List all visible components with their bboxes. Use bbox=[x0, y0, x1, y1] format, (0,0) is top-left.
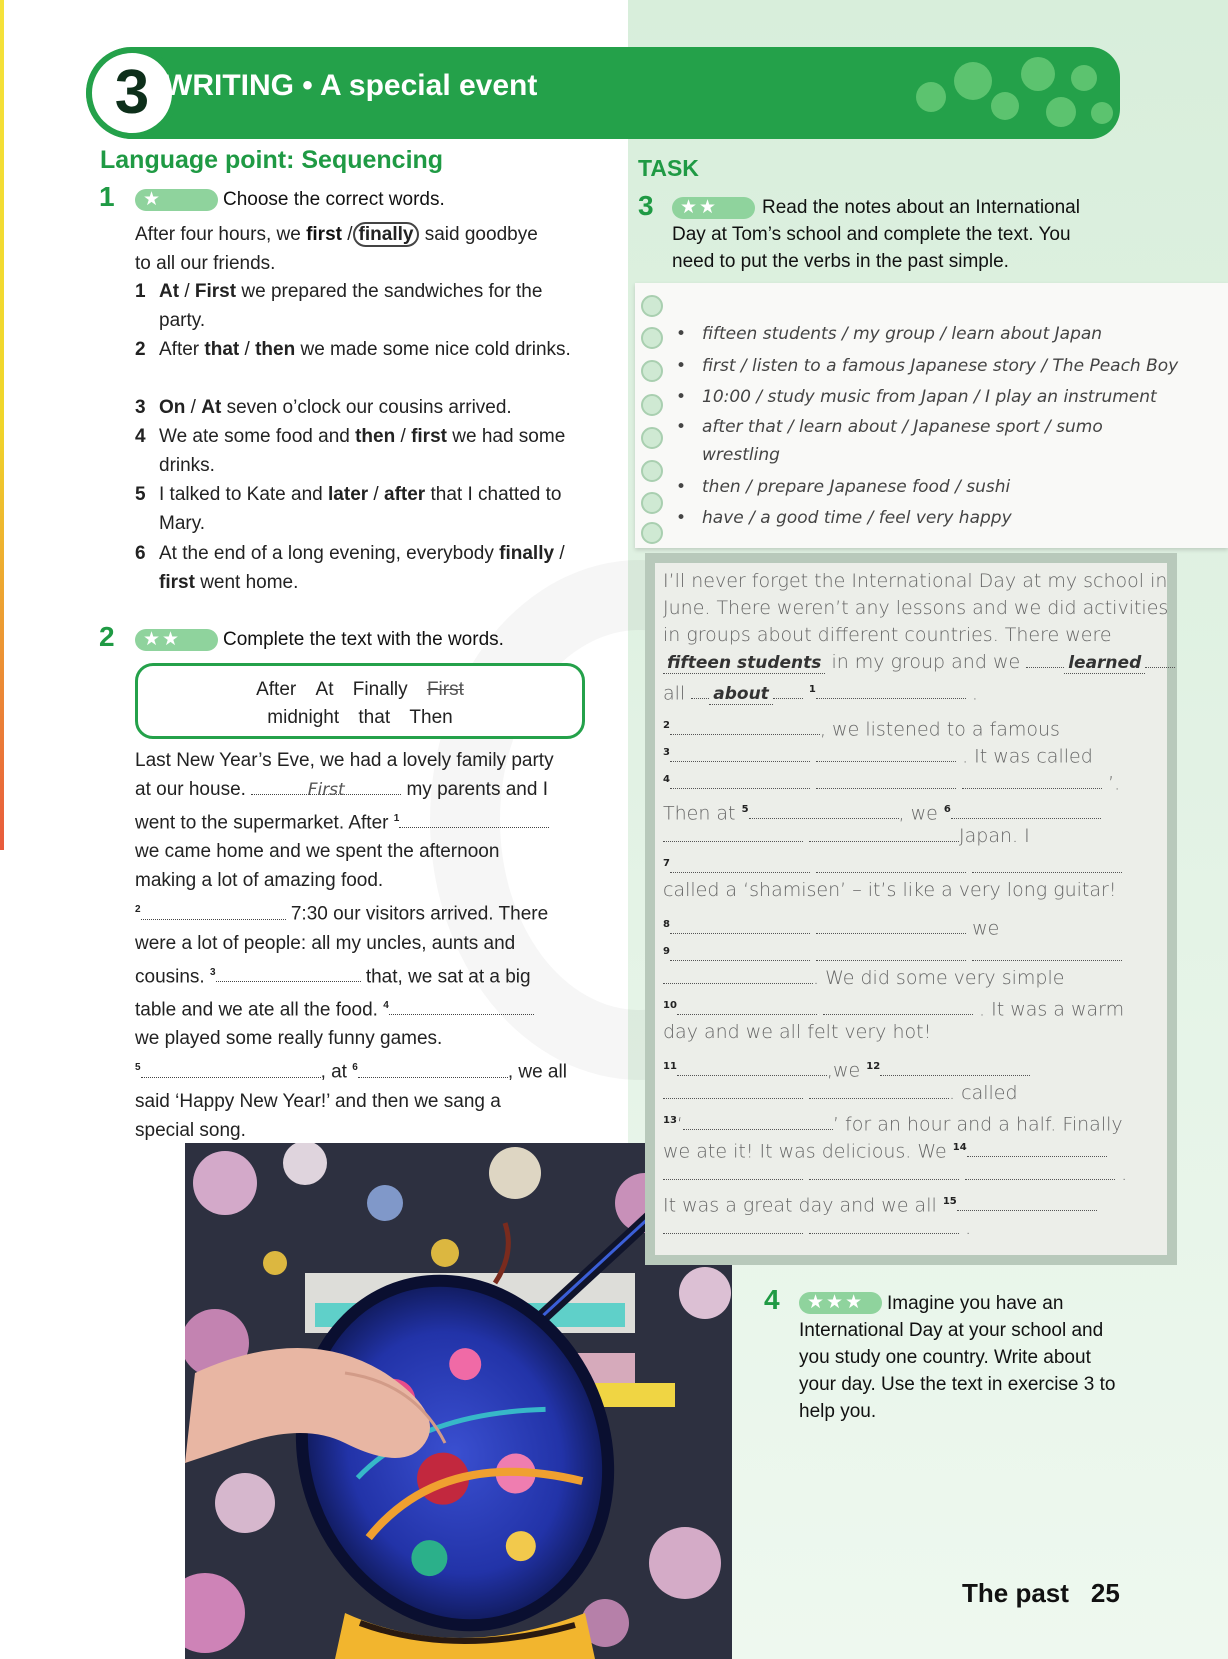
answer-blank[interactable] bbox=[809, 824, 959, 842]
note-text: fifteen students / my group / learn about Japan bbox=[702, 324, 1103, 344]
exercise-4-text: Imagine you have an International Day at your school and you study one country. Write about your day. Use the text in exercise 3 to help you. bbox=[799, 1293, 1116, 1422]
answer-blank[interactable] bbox=[1026, 650, 1064, 668]
text-segment: Japan. I bbox=[959, 825, 1030, 847]
item-number: 6 bbox=[135, 543, 146, 564]
note-item: • first / listen to a famous Japanese story / The Peach Boy bbox=[676, 356, 1179, 376]
text-segment: we bbox=[972, 917, 1000, 940]
difficulty-stars: ★ bbox=[135, 189, 218, 211]
answer-blank[interactable] bbox=[965, 1162, 1115, 1180]
answer-blank[interactable] bbox=[670, 855, 810, 873]
text-segment: . We did some very simple bbox=[813, 967, 1065, 989]
blank-number: 12 bbox=[866, 1061, 881, 1072]
option-a: finally bbox=[499, 543, 555, 564]
example-text: to all our friends. bbox=[135, 253, 276, 274]
text-line: my parents and I bbox=[406, 779, 549, 800]
answer-blank[interactable] bbox=[809, 1162, 959, 1180]
text-segment: ’ for an hour and a half. Finally bbox=[832, 1113, 1123, 1136]
text-segment: , we bbox=[898, 802, 938, 825]
answer-blank[interactable] bbox=[749, 801, 899, 819]
text-line: $^{13}$‘ ’ for an hour and a half. Finally bbox=[663, 1113, 1123, 1136]
blank-number: 15 bbox=[942, 1196, 957, 1207]
option-b: after bbox=[384, 484, 426, 505]
example-answer[interactable]: fifteen students bbox=[663, 653, 825, 674]
exercise-3-instruction-line: need to put the verbs in the past simple. bbox=[672, 251, 1009, 272]
text-line: cousins. bbox=[135, 965, 205, 987]
blank-number: 2 bbox=[663, 720, 670, 731]
answer-blank[interactable] bbox=[1145, 650, 1175, 668]
notebook-ring bbox=[641, 394, 663, 416]
list-item: 5 I talked to Kate and later / after that I chatted to Mary. bbox=[135, 480, 575, 538]
decor-dot bbox=[1071, 65, 1097, 91]
text-line: special song. bbox=[135, 1119, 246, 1141]
decor-dot bbox=[954, 62, 992, 100]
option-a: At bbox=[159, 281, 180, 302]
list-item: 6 At the end of a long evening, everybody finally / first went home. bbox=[135, 539, 575, 597]
text-line: June. There weren’t any lessons and we did activities bbox=[663, 597, 1169, 619]
notebook-ring bbox=[641, 522, 663, 544]
answer-blank[interactable] bbox=[957, 1193, 1097, 1211]
difficulty-stars: ★★★ bbox=[799, 1292, 882, 1314]
decor-dot bbox=[1091, 102, 1113, 124]
answer-blank[interactable] bbox=[358, 1058, 508, 1078]
answer-blank[interactable] bbox=[663, 1216, 803, 1234]
item-text: went home. bbox=[200, 572, 299, 593]
text-line: I’ll never forget the International Day at my school in bbox=[663, 570, 1168, 592]
exercise-3-number: 3 bbox=[638, 190, 654, 221]
item-text: we made some nice cold drinks. bbox=[300, 339, 571, 360]
option-b: First bbox=[194, 281, 237, 302]
option-a: later bbox=[328, 484, 369, 505]
note-item: • after that / learn about / Japanese sport / sumo bbox=[676, 417, 1103, 437]
answer-blank[interactable] bbox=[216, 962, 361, 982]
answer-blank[interactable] bbox=[962, 771, 1102, 789]
text-segment: It was a great day and we all bbox=[663, 1194, 937, 1217]
exercise-1-instruction: Choose the correct words. bbox=[223, 189, 445, 210]
option-a: then bbox=[355, 426, 396, 447]
answer-blank[interactable] bbox=[141, 1058, 321, 1078]
item-text: We ate some food and bbox=[159, 426, 350, 447]
answer-blank[interactable] bbox=[816, 943, 966, 961]
exercise-3-instruction-line: Day at Tom’s school and complete the text. You bbox=[672, 224, 1071, 245]
note-text: have / a good time / feel very happy bbox=[702, 508, 1012, 528]
answer-blank[interactable] bbox=[972, 943, 1122, 961]
text-line: were a lot of people: all my uncles, aunts and bbox=[135, 932, 516, 954]
note-item bbox=[680, 445, 780, 465]
blank-number: 2 bbox=[135, 904, 141, 916]
example-answer[interactable]: learned bbox=[1064, 653, 1145, 674]
answer-blank[interactable] bbox=[663, 824, 803, 842]
answer-blank[interactable] bbox=[677, 997, 817, 1015]
text-line: Last New Year’s Eve, we had a lovely family party bbox=[135, 750, 554, 771]
text-line: in groups about different countries. There were bbox=[663, 624, 1112, 646]
text-segment: . called bbox=[949, 1082, 1018, 1104]
item-number: 2 bbox=[135, 339, 146, 360]
note-item: • have / a good time / feel very happy bbox=[676, 508, 1012, 528]
decor-dot bbox=[1021, 57, 1055, 91]
answer-blank[interactable] bbox=[251, 775, 401, 800]
notebook-ring bbox=[641, 460, 663, 482]
text-line: $^4$ ’. bbox=[663, 772, 1121, 795]
text-line: that, we sat at a big bbox=[365, 965, 531, 987]
text-line: called a ‘shamisen’ – it’s like a very long guitar! bbox=[663, 879, 1117, 901]
text-segment: we ate it! It was delicious. We bbox=[663, 1140, 947, 1163]
language-point-heading: Language point: Sequencing bbox=[100, 146, 444, 174]
answer-blank[interactable] bbox=[809, 1216, 959, 1234]
answer-blank[interactable] bbox=[816, 681, 966, 699]
exercise-1-example: After four hours, we first / finally said goodbye to all our friends. bbox=[135, 224, 538, 274]
blank-number: 13 bbox=[663, 1115, 677, 1126]
text-segment: . It was called bbox=[962, 745, 1093, 768]
text-line: , at bbox=[320, 1061, 347, 1083]
item-text: that I chatted to Mary. bbox=[159, 484, 562, 534]
decor-dot bbox=[916, 82, 946, 112]
answer-blank[interactable] bbox=[663, 966, 813, 984]
answer-blank[interactable] bbox=[670, 744, 810, 762]
blank-number: 7 bbox=[663, 858, 670, 869]
exercise-4-instruction bbox=[799, 1290, 1129, 1425]
option-a: that bbox=[204, 339, 240, 360]
note-item: • 10:00 / study music from Japan / I play an instrument bbox=[676, 387, 1157, 407]
notebook-ring bbox=[641, 295, 663, 317]
blank-number: 10 bbox=[663, 1000, 677, 1011]
answer-blank[interactable] bbox=[141, 900, 286, 920]
unit-banner bbox=[86, 47, 1120, 139]
answer-blank[interactable] bbox=[809, 1081, 949, 1099]
example-circled-answer: finally bbox=[353, 222, 420, 247]
exercise-3-instruction-line: Read the notes about an International bbox=[762, 197, 1080, 218]
text-line: we played some really funny games. bbox=[135, 1028, 443, 1050]
word-option: Then bbox=[409, 707, 453, 728]
text-line bbox=[663, 965, 1064, 992]
note-item: • then / prepare Japanese food / sushi bbox=[676, 477, 1011, 497]
note-text: wrestling bbox=[702, 445, 780, 465]
blank-number: 6 bbox=[943, 804, 951, 815]
answer-blank[interactable] bbox=[823, 997, 973, 1015]
option-b: then bbox=[255, 339, 296, 360]
note-text: then / prepare Japanese food / sushi bbox=[702, 477, 1011, 497]
word-option: that bbox=[358, 707, 391, 728]
answer-blank[interactable] bbox=[670, 943, 810, 961]
answer-blank[interactable] bbox=[691, 681, 709, 699]
word-option: midnight bbox=[267, 707, 340, 728]
text-segment: in my group and we bbox=[831, 651, 1021, 673]
note-item: • fifteen students / my group / learn about Japan bbox=[676, 324, 1103, 344]
text-line: we came home and we spent the afternoon bbox=[135, 841, 500, 863]
blank-number: 6 bbox=[352, 1062, 358, 1074]
text-line: all about $^1$ . bbox=[663, 682, 978, 705]
option-a: On bbox=[159, 397, 186, 418]
exercise-2-instruction: Complete the text with the words. bbox=[223, 629, 504, 650]
blank-number: 9 bbox=[663, 946, 670, 957]
blank-number: 8 bbox=[663, 919, 670, 930]
text-line: went to the supermarket. After bbox=[135, 812, 389, 834]
option-b: first bbox=[159, 572, 195, 593]
list-item: 3 On / At seven o’clock our cousins arrived. bbox=[135, 393, 575, 422]
answer-blank[interactable] bbox=[816, 855, 966, 873]
item-text: we had some drinks. bbox=[159, 426, 566, 476]
blank-number: 5 bbox=[135, 1062, 141, 1074]
answer-blank[interactable] bbox=[816, 771, 956, 789]
item-text: At the end of a long evening, everybody bbox=[159, 543, 494, 564]
note-text: 10:00 / study music from Japan / I play an instrument bbox=[702, 387, 1157, 407]
answer-blank[interactable] bbox=[677, 1058, 827, 1076]
difficulty-stars: ★★ bbox=[672, 197, 755, 219]
answer-blank[interactable] bbox=[773, 681, 803, 699]
answer-blank[interactable] bbox=[670, 771, 810, 789]
example-text: said goodbye bbox=[424, 224, 538, 245]
word-option: After bbox=[256, 679, 297, 700]
word-box bbox=[135, 663, 585, 739]
exercise-2-number: 2 bbox=[99, 621, 115, 652]
text-line: , we all bbox=[507, 1061, 567, 1083]
item-text: seven o’clock our cousins arrived. bbox=[226, 397, 512, 418]
text-line: at our house. bbox=[135, 779, 246, 800]
text-segment: ,we bbox=[826, 1059, 861, 1082]
answer-blank[interactable] bbox=[663, 1162, 803, 1180]
text-line: day and we all felt very hot! bbox=[663, 1021, 932, 1043]
exercise-4-number: 4 bbox=[764, 1284, 780, 1315]
item-text: After bbox=[159, 339, 200, 360]
page-number: 25 bbox=[1090, 1578, 1120, 1608]
example-answer: First bbox=[307, 780, 345, 800]
page-edge-strip bbox=[0, 0, 4, 850]
exercise-1-number: 1 bbox=[99, 181, 115, 212]
example-option-1: first bbox=[306, 224, 342, 245]
example-answer[interactable]: about bbox=[709, 684, 773, 705]
blank-number: 4 bbox=[663, 774, 670, 785]
unit-number: 3 bbox=[114, 58, 150, 127]
item-text: we prepared the sandwiches for the party. bbox=[159, 281, 543, 331]
text-segment: . It was a warm bbox=[979, 998, 1125, 1021]
unit-title: WRITING • A special event bbox=[164, 69, 538, 102]
option-b: first bbox=[411, 426, 447, 447]
word-option: Finally bbox=[352, 679, 408, 700]
option-b: At bbox=[201, 397, 222, 418]
note-text: after that / learn about / Japanese sport / sumo bbox=[702, 417, 1103, 437]
answer-blank[interactable] bbox=[389, 995, 534, 1015]
section-name: The past bbox=[962, 1578, 1069, 1608]
item-number: 4 bbox=[135, 426, 146, 447]
notebook-ring bbox=[641, 360, 663, 382]
blank-number: 3 bbox=[663, 747, 670, 758]
item-text: I talked to Kate and bbox=[159, 484, 323, 505]
difficulty-stars: ★★ bbox=[135, 629, 218, 651]
item-number: 3 bbox=[135, 397, 146, 418]
text-segment: , we listened to a famous bbox=[819, 718, 1060, 741]
text-line bbox=[663, 649, 1175, 677]
exercise-2-text bbox=[135, 746, 595, 1145]
answer-blank[interactable] bbox=[670, 717, 820, 735]
text-segment: all bbox=[663, 682, 686, 705]
item-number: 1 bbox=[135, 281, 146, 302]
example-text: After four hours, we bbox=[135, 224, 301, 245]
answer-blank[interactable] bbox=[816, 744, 956, 762]
answer-blank[interactable] bbox=[816, 916, 966, 934]
task-heading: TASK bbox=[638, 155, 699, 181]
blank-number: 4 bbox=[383, 999, 389, 1011]
page-footer bbox=[962, 1578, 1120, 1609]
answer-blank[interactable] bbox=[967, 1139, 1107, 1157]
text-line: . bbox=[663, 1215, 971, 1242]
answer-blank[interactable] bbox=[399, 808, 549, 828]
notebook-ring bbox=[641, 492, 663, 514]
notebook-ring bbox=[641, 427, 663, 449]
answer-blank[interactable] bbox=[951, 801, 1101, 819]
blank-number: 1 bbox=[393, 813, 400, 824]
text-segment: Then at bbox=[663, 802, 736, 825]
list-item: 1 At / First we prepared the sandwiches for the party. bbox=[135, 277, 575, 335]
answer-blank[interactable] bbox=[880, 1058, 1030, 1076]
text-line: table and we ate all the food. bbox=[135, 999, 378, 1021]
text-line: said ‘Happy New Year!’ and then we sang a bbox=[135, 1090, 501, 1112]
notebook-ring bbox=[641, 327, 663, 349]
blank-number: 1 bbox=[808, 684, 816, 695]
word-option: At bbox=[315, 679, 334, 700]
answer-blank[interactable] bbox=[683, 1112, 833, 1130]
decor-dot bbox=[991, 92, 1019, 120]
text-line bbox=[663, 823, 1030, 850]
text-line: . bbox=[663, 1161, 1127, 1188]
list-item: 2 After that / then we made some nice cold drinks. bbox=[135, 335, 575, 364]
text-line: 7:30 our visitors arrived. There bbox=[290, 903, 549, 925]
blank-number: 14 bbox=[952, 1142, 967, 1153]
answer-blank[interactable] bbox=[663, 1081, 803, 1099]
blank-number: 11 bbox=[663, 1061, 677, 1072]
answer-blank[interactable] bbox=[670, 916, 810, 934]
decor-dot bbox=[1046, 97, 1076, 127]
text-line bbox=[663, 1080, 1018, 1107]
word-option-used: First bbox=[426, 679, 464, 700]
answer-blank[interactable] bbox=[972, 855, 1122, 873]
blank-number: 5 bbox=[741, 804, 749, 815]
list-item: 4 We ate some food and then / first we had some drinks. bbox=[135, 422, 575, 480]
item-number: 5 bbox=[135, 484, 146, 505]
note-text: first / listen to a famous Japanese story / The Peach Boy bbox=[702, 356, 1179, 376]
text-line: making a lot of amazing food. bbox=[135, 870, 384, 892]
blank-number: 3 bbox=[209, 966, 216, 978]
